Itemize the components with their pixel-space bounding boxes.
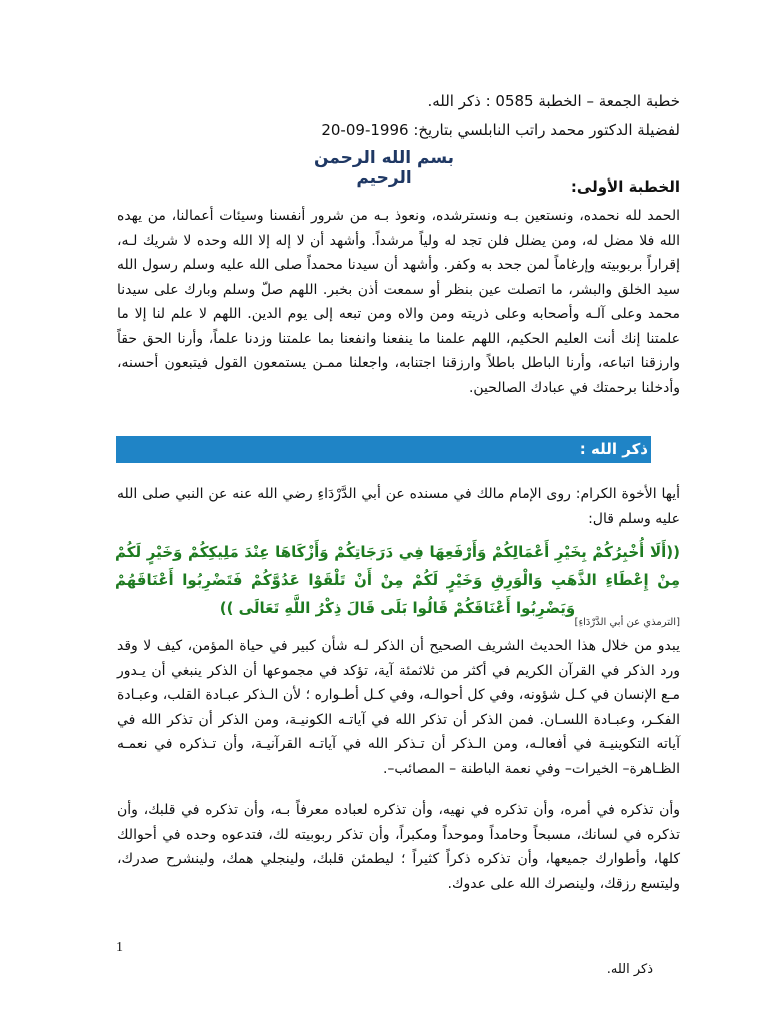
basmala: بسم الله الرحمن الرحيم bbox=[313, 148, 455, 188]
hadith-source: [الترمذي عن أبي الدَّرْدَاءِ] bbox=[574, 617, 680, 628]
section-heading-first-sermon: الخطبة الأولى: bbox=[570, 178, 680, 196]
section-banner-title: ذكر الله : bbox=[579, 440, 648, 458]
hadith-text: ((أَلَا أُخْبِرُكُمْ بِخَيْرِ أَعْمَالِكُمْ وَأَرْفَعِهَا فِي دَرَجَاتِكُمْ وَأَزْكَاهَا عِنْدَ مَلِيكِكُمْ وَخَيْرٍ لَكُمْ مِنْ إِعْطَاءِ الذَّهَبِ وَالْوَرِقِ وَخَيْرٍ لَكُمْ مِنْ أَنْ تَلْقَوْا عَدُوَّكُمْ فَتَضْرِبُوا أَعْنَاقَهُمْ وَيَضْرِبُوا أَعْنَاقَكُمْ قَالُوا بَلَى قَالَ ذِكْرُ اللَّهِ تَعَالَى )) bbox=[115, 543, 680, 617]
body-paragraph-3: وأن تذكره في أمره، وأن تذكره في نهيه، وأن تذكره لعباده معرفاً بـه، وأن تذكره في قلبك، وأن تذكره في لسانك، مسبحاً وحامداً وموحداً ومكبراً، وأن تذكر ربوبيته لك، فتدعوه وحده في أحوالك كلها، وأطوارك جميعها، وأن تذكره ذكراً كثيراً ؛ ليطمئن قلبك، ولينجلي همك، ولينشرح صدرك، وليتسع رزقك، ولينصرك الله على عدوك. bbox=[117, 802, 680, 892]
header-line-1: خطبة الجمعة – الخطبة 0585 : ذكر الله. bbox=[427, 92, 680, 110]
intro-paragraph: أيها الأخوة الكرام: روى الإمام مالك في مسنده عن أبي الدَّرْدَاءِ رضي الله عنه عن النبي صلى الله عليه وسلم قال: bbox=[117, 486, 680, 527]
header-line-2: لفضيلة الدكتور محمد راتب النابلسي بتاريخ: 1996-09-20 bbox=[321, 121, 680, 139]
page-number: 1 bbox=[116, 940, 123, 955]
running-footer-title: ذكر الله. bbox=[606, 962, 653, 977]
section-banner bbox=[116, 436, 651, 463]
body-paragraph-2: يبدو من خلال هذا الحديث الشريف الصحيح أن الذكر لـه شأن كبير في حياة المؤمن، كيف لا وقد ورد الذكر في القرآن الكريم في أكثر من ثلاثمئة آية، تؤكد في مجموعها أن الذكر ينبغي أن يـدور مـع الإنسان في كـل شؤونه، وفي كل أحوالـه، وفي كـل أطـواره ؛ لأن الـذكر عبـادة القلب، وعبـادة الفكـر، وعبـادة اللسـان. فمن الذكر أن تذكر الله في آياتـه الكونيـة، ومن الذكر أن تذكر الله في آياته التكوينيـة في أفعالـه، ومن الـذكر أن تـذكر الله في آياتـه القرآنيـة، وأن تـذكره في نعمـه الظـاهرة– الخيرات– وفي نعمة الباطنة – المصائب–. bbox=[117, 638, 680, 777]
opening-paragraph: الحمد لله نحمده، ونستعين بـه ونسترشده، ونعوذ بـه من شرور أنفسنا وسيئات أعمالنا، من يهده الله فلا مضل له، ومن يضلل فلن تجد له ولياً مرشداً. وأشهد أن لا إله إلا الله وحده لا شريك لـه، إقراراً بربوبيته وإرغاماً لمن جحد به وكفر. وأشهد أن سيدنا محمداً صلى الله عليه وسلم رسول الله سيد الخلق والبشر، ما اتصلت عين بنظر أو سمعت أذن بخبر. اللهم صلّ وسلم وبارك على سيدنا محمد وعلى آلـه وأصحابه وعلى ذريته ومن والاه ومن تبعه إلى يوم الدين. اللهم لا علم لنا إلا ما علمتنا إنك أنت العليم الحكيم، اللهم علمنا ما ينفعنا وانفعنا بما علمتنا وزدنا علماً، وأرنا الحق حقاً وارزقنا اتباعه، وأرنا الباطل باطلاً وارزقنا اجتنابه، واجعلنا ممـن يستمعون القول فيتبعون أحسنه، وأدخلنا برحمتك في عبادك الصالحين. bbox=[117, 208, 680, 396]
